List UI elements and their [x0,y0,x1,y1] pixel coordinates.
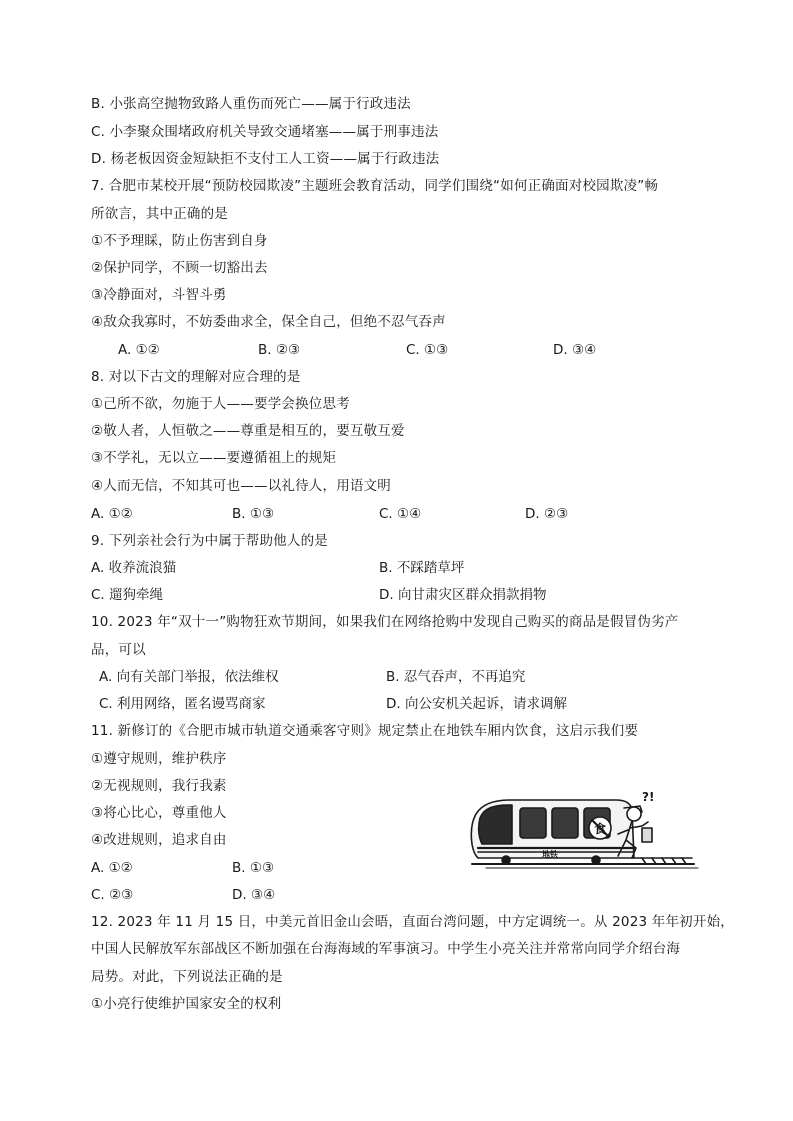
q7-option-c: C. ①③ [406,342,449,358]
q10-option-c: C. 利用网络，匿名谩骂商家 [99,696,266,712]
q7-stem-line2: 所欲言，其中正确的是 [91,206,228,222]
q7-item-3: ③冷静面对，斗智斗勇 [91,287,227,303]
q8-option-a: A. ①② [91,506,133,522]
q12-stem-line3: 局势。对此，下列说法正确的是 [91,969,283,985]
cartoon-question-marks: ?! [642,790,655,804]
q11-option-b: B. ①③ [232,860,275,876]
q11-option-c: C. ②③ [91,887,134,903]
q10-option-d: D. 向公安机关起诉，请求调解 [386,696,567,712]
q8-option-c: C. ①④ [379,506,422,522]
q7-item-1: ①不予理睬，防止伤害到自身 [91,233,268,249]
q7-option-a: A. ①② [118,342,160,358]
q11-item-4: ④改进规则，追求自由 [91,832,227,848]
q8-item-3: ③不学礼，无以立——要遵循祖上的规矩 [91,450,337,466]
q8-item-2: ②敬人者，人恒敬之——尊重是相互的，要互敬互爱 [91,423,405,439]
q6-option-b: B. 小张高空抛物致路人重伤而死亡——属于行政违法 [91,96,411,112]
cartoon-subway-label: 地铁 [542,850,558,859]
q9-option-c: C. 遛狗牵绳 [91,587,164,603]
q8-option-b: B. ①③ [232,506,275,522]
q7-item-2: ②保护同学，不顾一切豁出去 [91,260,268,276]
q8-option-d: D. ②③ [525,506,569,522]
q9-option-b: B. 不踩踏草坪 [379,560,465,576]
q11-item-1: ①遵守规则，维护秩序 [91,751,227,767]
q11-option-a: A. ①② [91,860,133,876]
q7-item-4: ④敌众我寡时，不妨委曲求全，保全自己，但绝不忍气吞声 [91,314,446,330]
q7-stem-line1: 7. 合肥市某校开展“预防校园欺凌”主题班会教育活动，同学们围绕“如何正确面对校园欺凌”畅 [91,178,659,194]
q7-option-d: D. ③④ [553,342,597,358]
q10-stem-line2: 品，可以 [91,642,146,658]
q9-stem: 9. 下列亲社会行为中属于帮助他人的是 [91,533,328,549]
q9-option-a: A. 收养流浪猫 [91,560,177,576]
q6-option-c: C. 小李聚众围堵政府机关导致交通堵塞——属于刑事违法 [91,124,439,140]
cartoon-sign-text: 食 [593,822,607,836]
q12-stem-line2: 中国人民解放军东部战区不断加强在台海海域的军事演习。中学生小亮关注并常常向同学介绍台海 [91,941,681,957]
q11-item-3: ③将心比心，尊重他人 [91,805,227,821]
subway-cartoon-illustration [466,788,700,880]
q11-option-d: D. ③④ [232,887,276,903]
q7-option-b: B. ②③ [258,342,301,358]
q11-stem: 11. 新修订的《合肥市城市轨道交通乘客守则》规定禁止在地铁车厢内饮食，这启示我们要 [91,723,639,739]
q8-stem: 8. 对以下古文的理解对应合理的是 [91,369,301,385]
q10-option-b: B. 忍气吞声，不再追究 [386,669,526,685]
q12-item-1: ①小亮行使维护国家安全的权利 [91,996,282,1012]
q10-stem-line1: 10. 2023 年“双十一”购物狂欢节期间，如果我们在网络抢购中发现自己购买的商品是假冒伪劣产 [91,614,679,630]
q8-item-1: ①己所不欲，勿施于人——要学会换位思考 [91,396,350,412]
q12-stem-line1: 12. 2023 年 11 月 15 日，中美元首旧金山会晤，直面台湾问题，中方定调统一。从 2023 年年初开始， [91,914,734,930]
q6-option-d: D. 杨老板因资金短缺拒不支付工人工资——属于行政违法 [91,151,440,167]
q11-item-2: ②无视规则，我行我素 [91,778,227,794]
q10-option-a: A. 向有关部门举报，依法维权 [99,669,279,685]
q8-item-4: ④人而无信，不知其可也——以礼待人，用语文明 [91,478,392,494]
q9-option-d: D. 向甘肃灾区群众捐款捐物 [379,587,547,603]
